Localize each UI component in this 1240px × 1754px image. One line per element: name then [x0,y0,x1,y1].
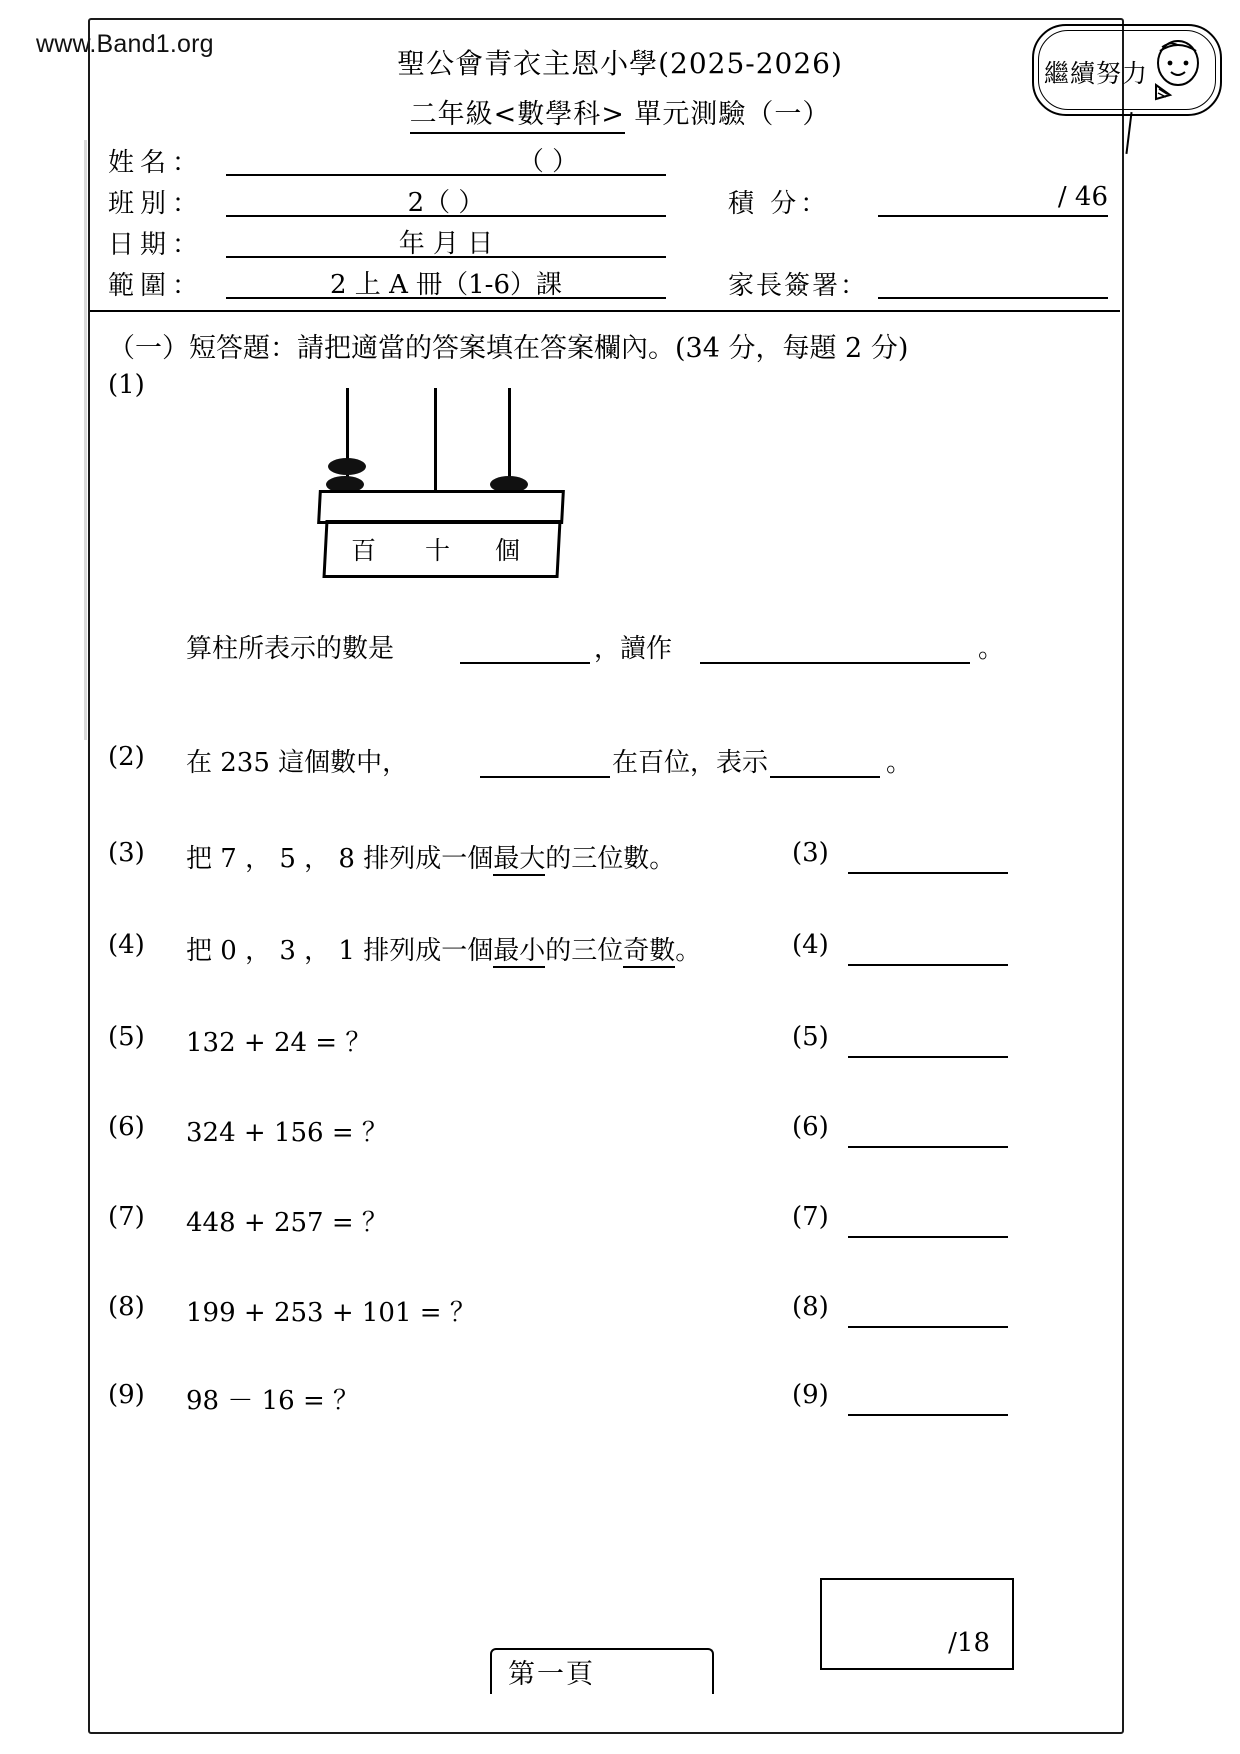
abacus-label-hundreds: 百 [351,536,377,565]
question-4-text-a: 把 0 ， 3 ， 1 排列成一個 [186,936,494,966]
question-3-number: (3) [108,838,145,868]
question-7-text: 448 + 257 = ？ [186,1208,388,1238]
name-label: 姓名： [108,148,205,178]
question-4-number: (4) [108,930,145,960]
question-9-answer-tag: (9) [792,1380,829,1410]
signature-label: 家長簽署： [728,271,869,301]
name-class-number: （ ） [517,147,579,177]
abacus-label-ones: 個 [495,536,521,565]
question-3-text-b: 的三位數。 [545,844,676,874]
question-1-number: (1) [108,370,145,400]
question-8-answer-line[interactable] [848,1326,1008,1328]
header-divider [90,310,1120,312]
question-4-text-b: 的三位 [545,936,624,966]
question-1-prompt-a: 算柱所表示的數是 [186,634,395,664]
teacher-stamp [1032,24,1222,116]
question-2-blank-2[interactable] [770,776,880,778]
info-row-date [108,222,1108,263]
info-row-name [108,140,1108,181]
question-6-number: (6) [108,1112,145,1142]
class-value: 2（ ） [407,188,485,218]
question-5-answer-line[interactable] [848,1056,1008,1058]
question-5-text: 132 + 24 = ？ [186,1028,372,1058]
question-5-answer-tag: (5) [792,1022,829,1052]
scope-value: 2 上 A 冊（1-6）課 [330,270,562,300]
exam-title-suffix: 單元測驗（一） [634,99,831,130]
question-1-prompt-b: ，讀作 [594,634,673,664]
abacus-bead [328,458,366,475]
question-8-answer-tag: (8) [792,1292,829,1322]
scope-label: 範圍： [108,271,205,301]
question-2-text-a: 在 235 這個數中， [186,748,409,778]
page-label: 第一頁 [508,1659,595,1690]
score-box-total: /18 [948,1628,990,1658]
question-1-blank-2[interactable] [700,662,970,664]
watermark-text: www.Band1.org [36,30,214,58]
abacus-label-tens: 十 [425,536,451,565]
score-total: / 46 [1057,182,1108,212]
question-1-blank-1[interactable] [460,662,590,664]
question-3-answer-line[interactable] [848,872,1008,874]
score-label: 積 分： [728,189,831,219]
abacus-rod-tens [434,388,437,493]
score-box [820,1578,1014,1670]
school-title: 聖公會青衣主恩小學(2025-2026) [397,47,843,80]
question-5-number: (5) [108,1022,145,1052]
question-8-text: 199 + 253 + 101 = ？ [186,1298,476,1328]
question-9-text: 98 － 16 = ？ [186,1386,360,1416]
info-row-scope [108,263,1108,304]
stamp-text: 繼續努力 [1044,59,1149,88]
question-9-answer-line[interactable] [848,1414,1008,1416]
question-2-number: (2) [108,742,145,772]
question-7-number: (7) [108,1202,145,1232]
date-value: 年 月 日 [398,229,494,259]
question-4-answer-tag: (4) [792,930,829,960]
date-label: 日期： [108,230,205,260]
signature-input-line[interactable] [878,263,1108,299]
question-6-answer-line[interactable] [848,1146,1008,1148]
question-3-emphasis: 最大 [493,844,546,874]
question-8-number: (8) [108,1292,145,1322]
question-3-answer-tag: (3) [792,838,829,868]
section-a-heading: （一）短答題：請把適當的答案填在答案欄內。(34 分，每題 2 分) [108,333,909,364]
info-row-class [108,181,1108,222]
class-label: 班別： [108,189,205,219]
exam-title-prefix: 二年級<數學科> [410,99,625,134]
question-9-number: (9) [108,1380,145,1410]
smiling-face-icon [1148,37,1208,101]
question-3-text-a: 把 7 ， 5 ， 8 排列成一個 [186,844,494,874]
question-3-text [186,838,675,875]
question-2-text-c: 。 [886,748,913,778]
question-4-answer-line[interactable] [848,964,1008,966]
question-2-blank-1[interactable] [480,776,610,778]
question-7-answer-line[interactable] [848,1236,1008,1238]
question-6-text: 324 + 156 = ？ [186,1118,388,1148]
question-2-text-b: 在百位，表示 [612,748,769,778]
question-6-answer-tag: (6) [792,1112,829,1142]
abacus-base-bar [317,490,565,524]
question-1-prompt-c: 。 [978,634,1005,664]
abacus-diagram [318,388,558,588]
question-4-emphasis-1: 最小 [493,936,546,966]
question-4-text [186,930,701,967]
question-4-text-c: 。 [675,936,702,966]
abacus-place-labels [322,520,561,578]
question-4-emphasis-2: 奇數 [623,936,676,966]
question-7-answer-tag: (7) [792,1202,829,1232]
student-info-block [108,140,1108,304]
